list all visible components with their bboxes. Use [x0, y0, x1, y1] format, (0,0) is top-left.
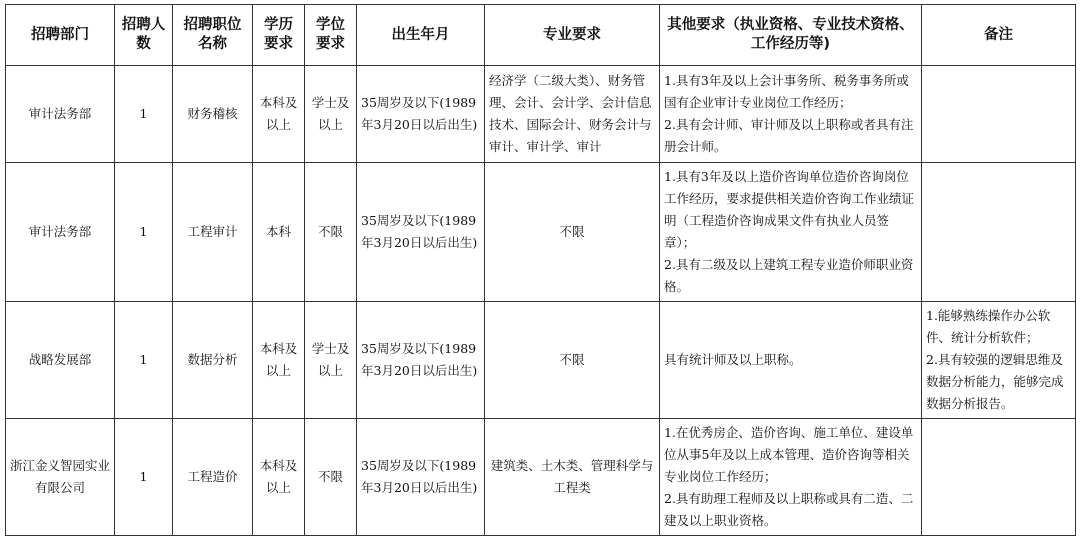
cell-note: [922, 66, 1076, 163]
cell-degree: 不限: [305, 419, 357, 536]
cell-other: 具有统计师及以上职称。: [660, 302, 922, 419]
cell-other: 1.具有3年及以上会计事务所、税务事务所或国有企业审计专业岗位工作经历； 2.具有会计师、审计师及以上职称或者具有注册会计师。: [660, 66, 922, 163]
cell-dept: 审计法务部: [6, 66, 115, 163]
cell-education: 本科及以上: [253, 302, 305, 419]
cell-position: 财务稽核: [173, 66, 253, 163]
header-degree: 学位要求: [305, 5, 357, 66]
cell-degree: 学士及以上: [305, 66, 357, 163]
cell-position: 工程审计: [173, 163, 253, 302]
header-count: 招聘人数: [115, 5, 173, 66]
table-row: [6, 419, 1076, 536]
recruitment-table: [5, 4, 1076, 536]
header-birth: 出生年月: [357, 5, 485, 66]
cell-count: 1: [115, 66, 173, 163]
table-row: [6, 163, 1076, 302]
cell-count: 1: [115, 163, 173, 302]
cell-other: 1.在优秀房企、造价咨询、施工单位、建设单位从事5年及以上成本管理、造价咨询等相关专业岗位工作经历； 2.具有助理工程师及以上职称或具有二造、二建及以上职业资格。: [660, 419, 922, 536]
cell-dept: 战略发展部: [6, 302, 115, 419]
cell-degree: 不限: [305, 163, 357, 302]
cell-degree: 学士及以上: [305, 302, 357, 419]
header-dept: 招聘部门: [6, 5, 115, 66]
cell-position: 工程造价: [173, 419, 253, 536]
header-education: 学历要求: [253, 5, 305, 66]
header-other: 其他要求（执业资格、专业技术资格、工作经历等): [660, 5, 922, 66]
cell-birth: 35周岁及以下(1989年3月20日以后出生): [357, 66, 485, 163]
cell-dept: 浙江金义智园实业有限公司: [6, 419, 115, 536]
cell-major: 不限: [485, 302, 660, 419]
cell-major: 建筑类、土木类、管理科学与工程类: [485, 419, 660, 536]
cell-count: 1: [115, 302, 173, 419]
cell-birth: 35周岁及以下(1989年3月20日以后出生): [357, 163, 485, 302]
header-position: 招聘职位名称: [173, 5, 253, 66]
cell-note: [922, 419, 1076, 536]
cell-major: 不限: [485, 163, 660, 302]
cell-dept: 审计法务部: [6, 163, 115, 302]
table-row: [6, 66, 1076, 163]
header-row: [6, 5, 1076, 66]
cell-major: 经济学（二级大类）、财务管理、会计、会计学、会计信息技术、国际会计、财务会计与审计、审计学、审计: [485, 66, 660, 163]
cell-note: [922, 163, 1076, 302]
table-row: [6, 302, 1076, 419]
cell-birth: 35周岁及以下(1989年3月20日以后出生): [357, 302, 485, 419]
cell-note: 1.能够熟练操作办公软件、统计分析软件； 2.具有较强的逻辑思维及数据分析能力，能够完成数据分析报告。: [922, 302, 1076, 419]
cell-education: 本科及以上: [253, 66, 305, 163]
cell-position: 数据分析: [173, 302, 253, 419]
header-major: 专业要求: [485, 5, 660, 66]
cell-birth: 35周岁及以下(1989年3月20日以后出生): [357, 419, 485, 536]
cell-education: 本科及以上: [253, 419, 305, 536]
cell-education: 本科: [253, 163, 305, 302]
header-note: 备注: [922, 5, 1076, 66]
cell-count: 1: [115, 419, 173, 536]
cell-other: 1.具有3年及以上造价咨询单位造价咨询岗位工作经历，要求提供相关造价咨询工作业绩证明（工程造价咨询成果文件有执业人员签章）； 2.具有二级及以上建筑工程专业造价师职业资格。: [660, 163, 922, 302]
